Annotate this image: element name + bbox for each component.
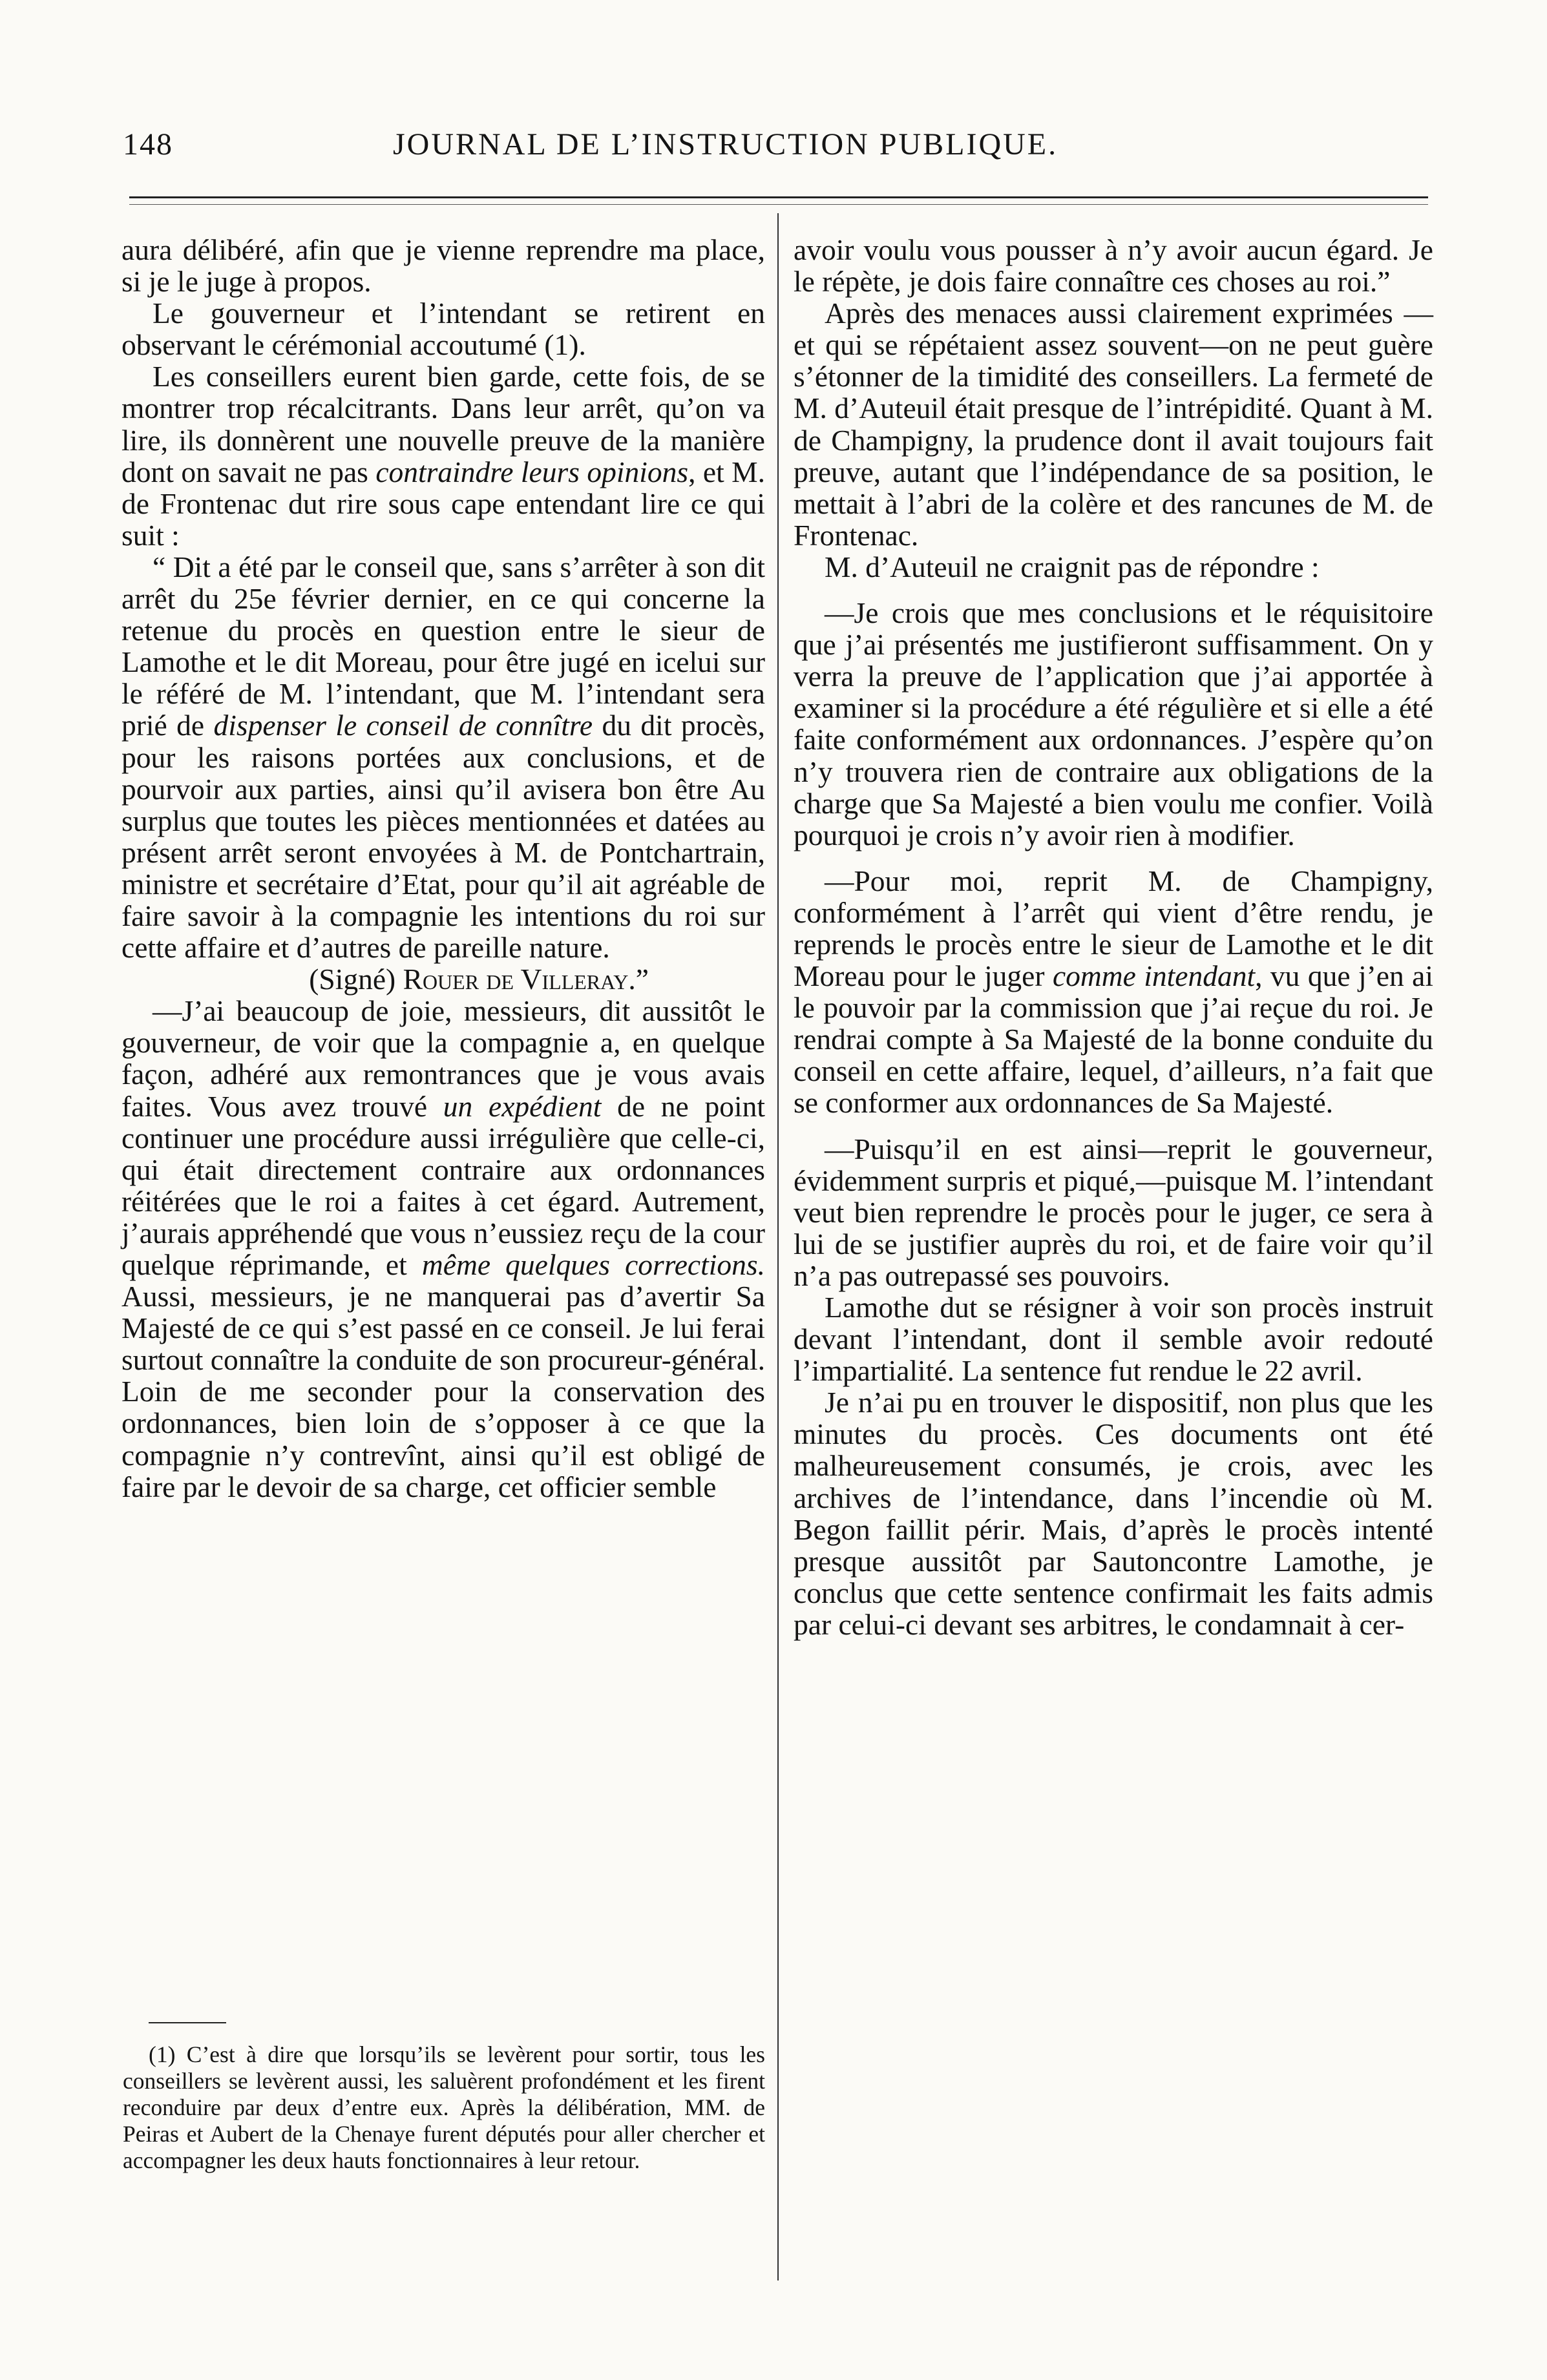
text-run: —Pour moi, reprit M. de Champigny, conformément à l’arrêt qui vient d’être rendu, je reprends le procès entre le sieur de Lamothe et le dit Moreau pour le juger — [794, 864, 1433, 993]
text-run: , et M. de Frontenac dut rire sous cape entendant lire ce qui suit : — [121, 455, 765, 552]
text-run: Les conseillers eurent bien garde, cette fois, de se montrer trop récalcitrants. Dans leur arrêt, qu’on va lire, ils donnèrent une nouvelle preuve de la manière dont on savait ne pas — [121, 360, 765, 488]
header-rule-thin — [129, 204, 1428, 205]
text-run: (Signé) — [309, 963, 403, 996]
text-run: “ Dit a été par le conseil que, sans s’arrêter à son dit arrêt du 25e février dernier, en ce qui concerne la retenue du procès en question entre le sieur de Lamothe et le dit Moreau, pour être jugé en icelui sur le référé de M. l’intendant, que M. l’intendant sera prié de — [121, 550, 765, 742]
text-run: Aussi, messieurs, je ne manquerai pas d’avertir Sa Majesté de ce qui s’est passé en ce conseil. Je lui ferai surtout connaître la conduite de son procureur-général. Loin de me seconder pour la conservation des ordonnances, bien loin de s’opposer à ce que la compagnie n’y contrevînt, ainsi qu’il est obligé de faire par le devoir de sa charge, cet officier semble — [121, 1280, 765, 1503]
footnote-rule — [149, 2022, 226, 2023]
italic-text: un expédient — [443, 1089, 602, 1123]
text-run: —J’ai beaucoup de joie, messieurs, dit aussitôt le gouverneur, de voir que la compagnie a, en quelque façon, adhéré aux remontrances que je vous avais faites. Vous avez trouvé — [121, 994, 765, 1123]
right-column — [794, 234, 1433, 1640]
running-title: JOURNAL DE L’INSTRUCTION PUBLIQUE. — [393, 127, 1058, 162]
paragraph: Le gouverneur et l’intendant se retirent en observant le cérémonial accoutumé (1). — [121, 297, 765, 362]
footnote-text: (1) C’est à dire que lorsqu’ils se levèrent pour sortir, tous les conseillers se levèrent aussi, les saluèrent profondément et les firent reconduire par deux d’entre eux. Après la délibération, MM. de Peiras et Aubert de la Chenaye furent députés pour aller chercher et accompagner les deux hauts fonctionnaires à leur retour. — [123, 2041, 765, 2173]
paragraph: avoir voulu vous pousser à n’y avoir aucun égard. Je le répète, je dois faire connaître ces choses au roi.” — [794, 233, 1433, 298]
paragraph — [121, 995, 765, 1503]
paragraph: Lamothe dut se résigner à voir son procès instruit devant l’intendant, dont il semble avoir redouté l’impartialité. La sentence fut rendue le 22 avril. — [794, 1291, 1433, 1388]
paragraph: M. d’Auteuil ne craignit pas de répondre : — [825, 550, 1320, 583]
text-run: du dit procès, pour les raisons portées aux conclusions, et de pourvoir aux parties, ainsi qu’il avisera bon être Au surplus que toutes les pièces mentionnées et datées au présent arrêt seront envoyées à M. de Pontchartrain, ministre et secrétaire d’Etat, pour qu’il ait agréable de faire savoir à la compagnie les intentions du roi sur cette affaire et d’autres de pareille nature. — [121, 709, 765, 965]
text-run: ” — [635, 963, 649, 996]
page-number: 148 — [123, 127, 173, 162]
footnote — [123, 2041, 765, 2174]
italic-text: contraindre leurs opinions — [375, 455, 689, 488]
paragraph: Je n’ai pu en trouver le dispositif, non plus que les minutes du procès. Ces documents ont été malheureusement consumés, je crois, avec les archives de l’intendance, dans l’incendie où M. Begon faillit périr. Mais, d’après le procès intenté presque aussitôt par Sautoncontre Lamothe, je conclus que cette sentence confirmait les faits admis par celui-ci devant ses arbitres, le condamnait à cer- — [794, 1386, 1433, 1641]
paragraph: —Je crois que mes conclusions et le réquisitoire que j’ai présentés me justifieront suffisamment. On y verra la preuve de l’application que j’ai apportée à examiner si la procédure a été régulière et si elle a été faite conformément aux ordonnances. J’espère qu’on n’y trouvera rien de contraire aux obligations de la charge que Sa Majesté a bien voulu me confier. Voilà pourquoi je crois n’y avoir rien à modifier. — [794, 596, 1433, 851]
signature-name: Rouer de Villeray. — [403, 963, 636, 996]
paragraph — [121, 360, 765, 551]
italic-text: dispenser le conseil de connître — [213, 709, 593, 742]
paragraph: aura délibéré, afin que je vienne reprendre ma place, si je le juge à propos. — [121, 233, 765, 298]
signature — [121, 963, 765, 995]
page-header — [123, 127, 1435, 165]
column-divider — [777, 213, 779, 2281]
paragraph — [121, 551, 765, 963]
paragraph: —Puisqu’il en est ainsi—reprit le gouverneur, évidemment surpris et piqué,—puisque M. l’intendant veut bien reprendre le procès pour le juger, ce sera à lui de se justifier auprès du roi, et de faire voir qu’il n’a pas outrepassé ses pouvoirs. — [794, 1132, 1433, 1292]
italic-text: même quelques corrections. — [421, 1248, 765, 1281]
text-run: de ne point continuer une procédure aussi irrégulière que celle-ci, qui était directement contraire aux ordonnances réitérées que le roi a faites à cet égard. Autrement, j’aurais appréhendé que vous n’eussiez reçu de la cour quelque réprimande, et — [121, 1089, 765, 1281]
italic-text: comme intendant — [1052, 959, 1256, 993]
header-rule — [129, 196, 1428, 198]
paragraph — [794, 865, 1433, 1119]
paragraph: Après des menaces aussi clairement exprimées — et qui se répétaient assez souvent—on ne peut guère s’étonner de la timidité des conseillers. La fermeté de M. d’Auteuil était presque de l’intrépidité. Quant à M. de Champigny, la prudence dont il avait toujours fait preuve, autant que l’indépendance de sa position, le mettait à l’abri de la colère et des rancunes de M. de Frontenac. — [794, 297, 1433, 552]
left-column — [121, 234, 765, 1503]
text-run: , vu que j’en ai le pouvoir par la commission que j’ai reçue du roi. Je rendrai compte à Sa Majesté de la bonne conduite du conseil en cette affaire, lequel, d’ailleurs, n’a fait que se conformer aux ordonnances de Sa Majesté. — [794, 959, 1433, 1120]
